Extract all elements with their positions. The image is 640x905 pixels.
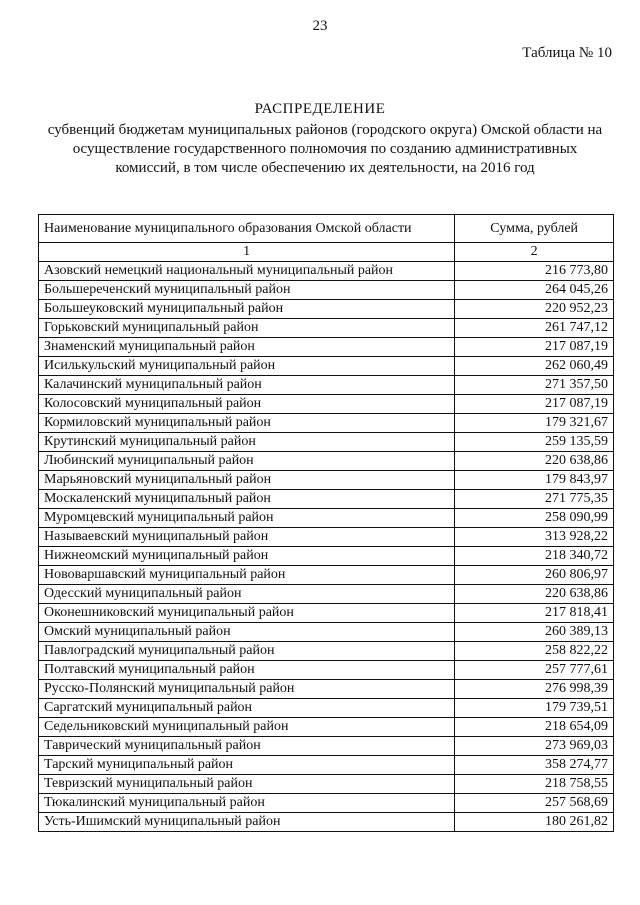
table-row — [39, 585, 614, 604]
district-sum: 179 739,51 — [455, 699, 614, 718]
subtitle-line: комиссий, в том числе обеспечению их деятельности, на 2016 год — [115, 160, 535, 176]
district-name: Большереченский муниципальный район — [39, 281, 455, 300]
table-row — [39, 262, 614, 281]
table-row — [39, 319, 614, 338]
district-sum: 264 045,26 — [455, 281, 614, 300]
district-sum: 260 389,13 — [455, 623, 614, 642]
table-row — [39, 338, 614, 357]
district-name: Крутинский муниципальный район — [39, 433, 455, 452]
district-name: Любинский муниципальный район — [39, 452, 455, 471]
district-name: Полтавский муниципальный район — [39, 661, 455, 680]
district-sum: 218 758,55 — [455, 775, 614, 794]
table-label: Таблица № 10 — [522, 45, 612, 61]
header-sum: Сумма, рублей — [455, 215, 614, 243]
table-row — [39, 604, 614, 623]
table-row — [39, 452, 614, 471]
district-name: Тарский муниципальный район — [39, 756, 455, 775]
district-sum: 258 090,99 — [455, 509, 614, 528]
table-row — [39, 281, 614, 300]
district-sum: 260 806,97 — [455, 566, 614, 585]
district-name: Колосовский муниципальный район — [39, 395, 455, 414]
subventions-table — [38, 214, 614, 832]
table-row — [39, 642, 614, 661]
district-sum: 180 261,82 — [455, 813, 614, 832]
district-name: Оконешниковский муниципальный район — [39, 604, 455, 623]
subtitle-line: осуществление государственного полномочия по созданию административных — [72, 141, 578, 157]
district-sum: 220 638,86 — [455, 452, 614, 471]
district-sum: 179 843,97 — [455, 471, 614, 490]
district-sum: 262 060,49 — [455, 357, 614, 376]
district-name: Таврический муниципальный район — [39, 737, 455, 756]
table-row — [39, 490, 614, 509]
header-row — [39, 215, 614, 243]
district-sum: 220 952,23 — [455, 300, 614, 319]
table-row — [39, 775, 614, 794]
district-name: Марьяновский муниципальный район — [39, 471, 455, 490]
district-sum: 276 998,39 — [455, 680, 614, 699]
table-row — [39, 623, 614, 642]
district-sum: 217 818,41 — [455, 604, 614, 623]
table-row — [39, 718, 614, 737]
district-name: Седельниковский муниципальный район — [39, 718, 455, 737]
district-sum: 217 087,19 — [455, 395, 614, 414]
column-number: 1 — [39, 243, 455, 262]
district-sum: 217 087,19 — [455, 338, 614, 357]
table-row — [39, 509, 614, 528]
district-name: Омский муниципальный район — [39, 623, 455, 642]
district-name: Нижнеомский муниципальный район — [39, 547, 455, 566]
district-sum: 261 747,12 — [455, 319, 614, 338]
column-number: 2 — [455, 243, 614, 262]
table-row — [39, 794, 614, 813]
district-sum: 271 775,35 — [455, 490, 614, 509]
table-row — [39, 680, 614, 699]
district-name: Усть-Ишимский муниципальный район — [39, 813, 455, 832]
district-sum: 218 654,09 — [455, 718, 614, 737]
table-row — [39, 699, 614, 718]
district-name: Кормиловский муниципальный район — [39, 414, 455, 433]
table-row — [39, 756, 614, 775]
table-row — [39, 737, 614, 756]
district-name: Русско-Полянский муниципальный район — [39, 680, 455, 699]
district-name: Называевский муниципальный район — [39, 528, 455, 547]
page-number: 23 — [312, 18, 328, 34]
header-name: Наименование муниципального образования Омской области — [39, 215, 455, 243]
table-row — [39, 528, 614, 547]
table-row — [39, 414, 614, 433]
district-name: Саргатский муниципальный район — [39, 699, 455, 718]
table-row — [39, 395, 614, 414]
district-sum: 257 777,61 — [455, 661, 614, 680]
district-sum: 179 321,67 — [455, 414, 614, 433]
document-subtitle — [30, 121, 620, 178]
document-title: РАСПРЕДЕЛЕНИЕ — [254, 101, 386, 117]
table-row — [39, 300, 614, 319]
district-sum: 358 274,77 — [455, 756, 614, 775]
district-sum: 273 969,03 — [455, 737, 614, 756]
district-name: Одесский муниципальный район — [39, 585, 455, 604]
district-name: Тевризский муниципальный район — [39, 775, 455, 794]
district-sum: 271 357,50 — [455, 376, 614, 395]
column-number-row — [39, 243, 614, 262]
district-name: Муромцевский муниципальный район — [39, 509, 455, 528]
district-sum: 218 340,72 — [455, 547, 614, 566]
table-row — [39, 661, 614, 680]
table-row — [39, 566, 614, 585]
district-name: Исилькульский муниципальный район — [39, 357, 455, 376]
table-row — [39, 433, 614, 452]
district-sum: 257 568,69 — [455, 794, 614, 813]
table-row — [39, 813, 614, 832]
table-row — [39, 471, 614, 490]
district-sum: 313 928,22 — [455, 528, 614, 547]
district-sum: 258 822,22 — [455, 642, 614, 661]
table-row — [39, 357, 614, 376]
district-name: Знаменский муниципальный район — [39, 338, 455, 357]
district-name: Тюкалинский муниципальный район — [39, 794, 455, 813]
district-name: Горьковский муниципальный район — [39, 319, 455, 338]
subtitle-line: субвенций бюджетам муниципальных районов (городского округа) Омской области на — [47, 122, 603, 138]
district-name: Павлоградский муниципальный район — [39, 642, 455, 661]
district-name: Азовский немецкий национальный муниципальный район — [39, 262, 455, 281]
district-sum: 216 773,80 — [455, 262, 614, 281]
district-name: Нововаршавский муниципальный район — [39, 566, 455, 585]
table-body — [39, 243, 614, 832]
district-sum: 259 135,59 — [455, 433, 614, 452]
district-sum: 220 638,86 — [455, 585, 614, 604]
district-name: Калачинский муниципальный район — [39, 376, 455, 395]
table-row — [39, 376, 614, 395]
district-name: Москаленский муниципальный район — [39, 490, 455, 509]
district-name: Большеуковский муниципальный район — [39, 300, 455, 319]
table-row — [39, 547, 614, 566]
